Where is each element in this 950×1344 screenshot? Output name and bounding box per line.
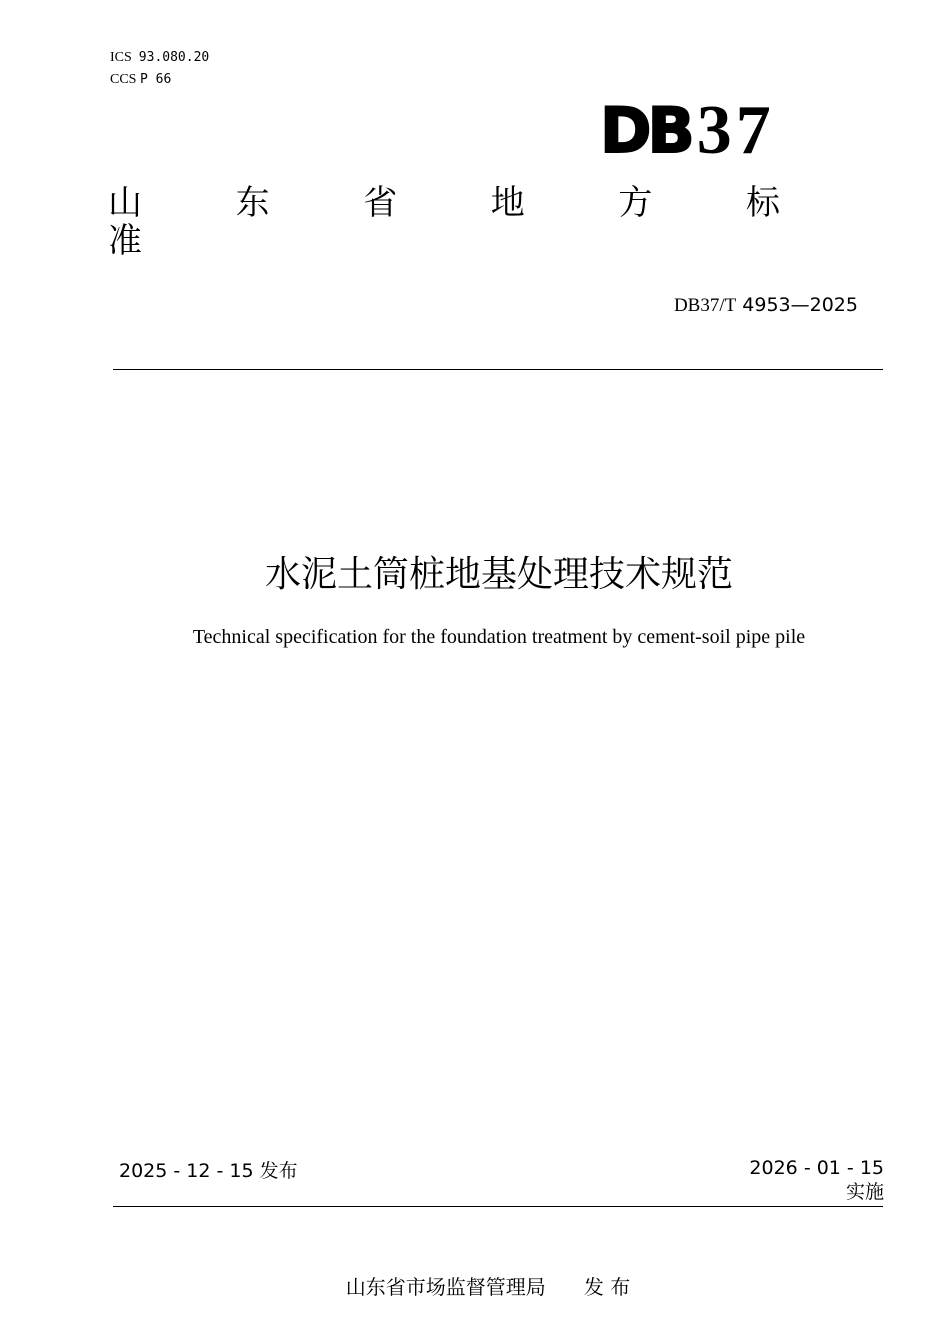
standard-type-char: 省 <box>363 183 398 223</box>
standard-type-char: 准 <box>108 221 142 261</box>
standard-type-char: 东 <box>235 183 270 223</box>
ics-label: ICS <box>110 50 132 65</box>
title-english: Technical specification for the foundation treatment by cement-soil pipe pile <box>192 626 806 648</box>
standard-number-prefix: DB37/T <box>673 295 737 316</box>
release-date: 2025 - 12 - 15 发布 <box>119 1160 298 1182</box>
implementation-label: 实施 <box>845 1181 884 1203</box>
publisher <box>0 1271 950 1300</box>
standard-number <box>674 294 858 317</box>
db-logo <box>600 92 775 169</box>
logo-number: 37 <box>696 92 775 169</box>
ccs-line <box>110 72 171 88</box>
standard-type-char: 地 <box>490 183 525 223</box>
implementation-date-value: 2026 - 01 - 15 <box>749 1157 884 1179</box>
title-chinese: 水泥土筒桩地基处理技术规范 <box>264 554 733 595</box>
standard-type <box>108 184 780 260</box>
ics-code: 93.080.20 <box>138 50 210 65</box>
bottom-divider <box>113 1206 883 1207</box>
standard-number-value: 4953—2025 <box>742 294 858 316</box>
ccs-label: CCS <box>110 72 137 87</box>
implementation-date <box>749 1156 884 1204</box>
ccs-code: P 66 <box>139 72 172 87</box>
publisher-action: 发 布 <box>583 1275 631 1299</box>
top-divider <box>113 369 883 370</box>
logo-letters: DB <box>600 94 691 167</box>
standard-type-char: 方 <box>618 183 653 223</box>
standard-type-char: 标 <box>745 183 780 223</box>
publisher-name: 山东省市场监督管理局 <box>345 1275 546 1299</box>
standard-type-char: 山 <box>108 183 142 223</box>
ics-line <box>110 50 209 66</box>
